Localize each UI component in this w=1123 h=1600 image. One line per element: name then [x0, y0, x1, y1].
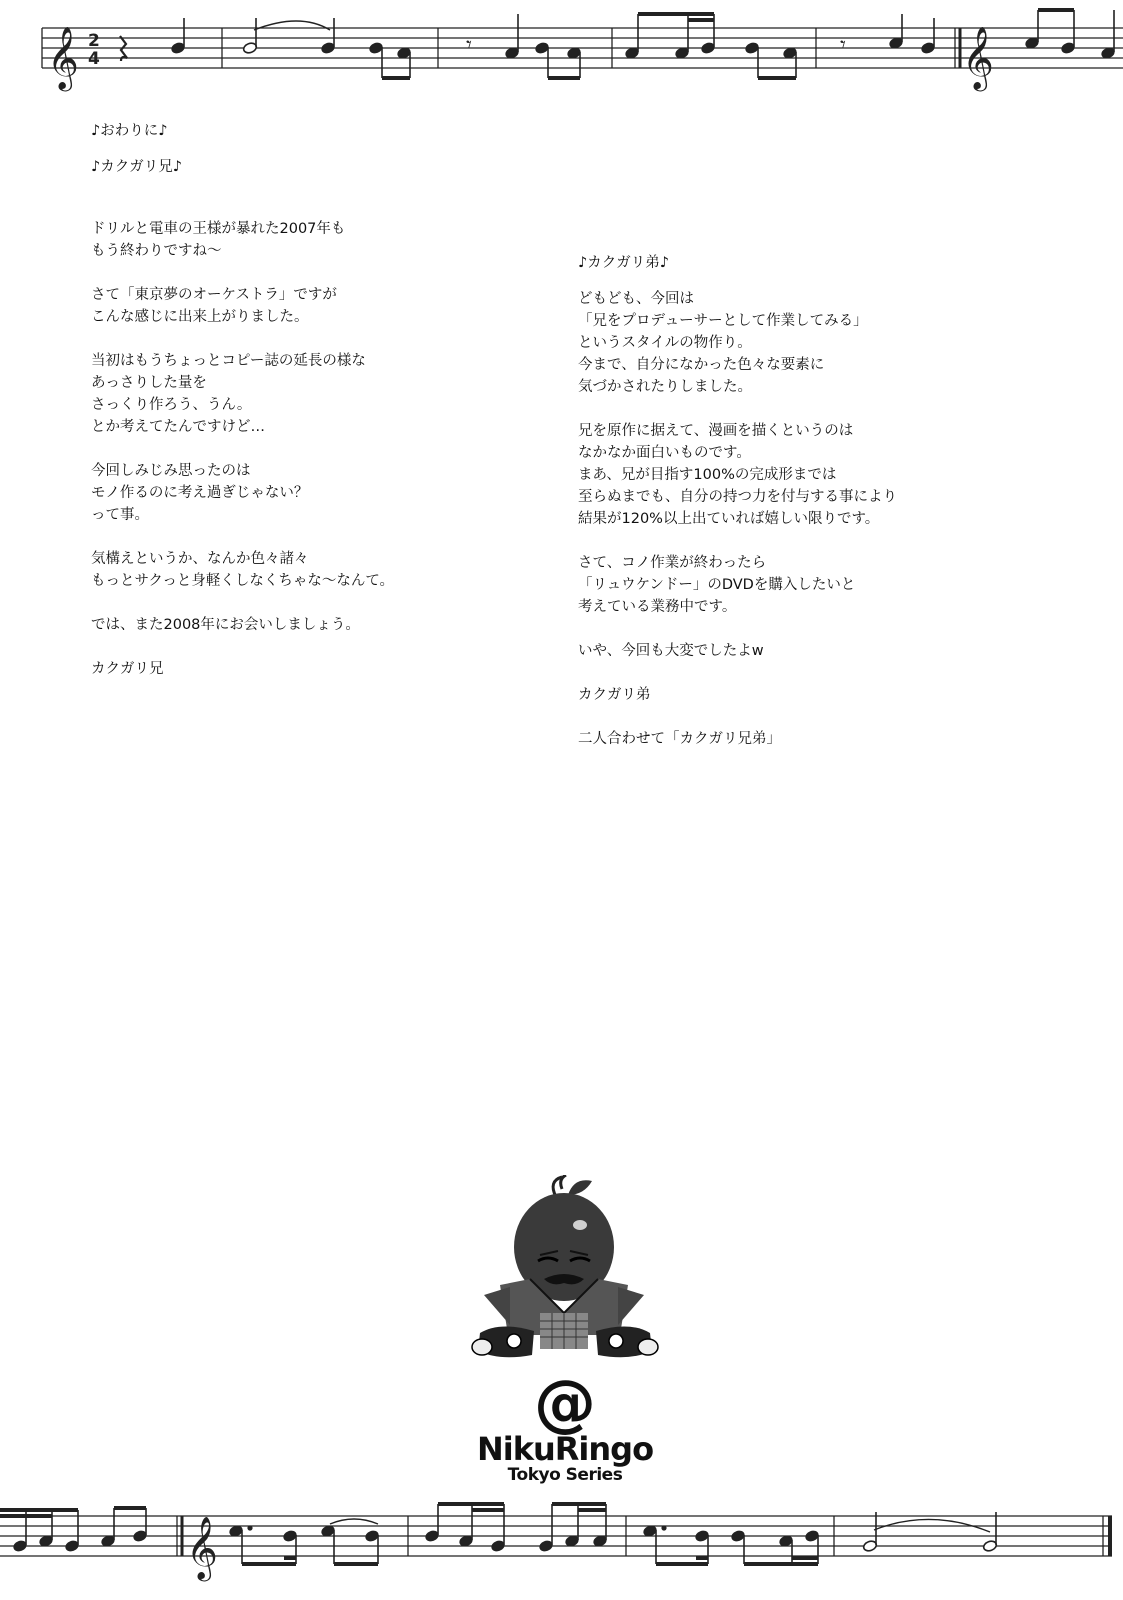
circle-logo	[470, 1175, 660, 1484]
paragraph: 今回しみじみ思ったのは モノ作るのに考え過ぎじゃない？ って事。	[91, 463, 309, 523]
svg-text:4: 4	[88, 49, 100, 69]
paragraph: では、また2008年にお会いしましょう。	[91, 617, 360, 633]
paragraph: 気構えというか、なんか色々諸々 もっとサクっと身軽くしなくちゃな～なんて。	[91, 551, 395, 589]
logo-brand: NikuRingo	[476, 1430, 654, 1468]
afterword-title: ♪おわりに♪	[91, 123, 168, 139]
svg-text:𝄞: 𝄞	[962, 26, 994, 89]
top-music-staff-icon	[0, 0, 1123, 110]
paragraph: さて「東京夢のオーケストラ」ですが こんな感じに出来上がりました。	[91, 287, 337, 325]
signature: カクガリ弟	[578, 687, 651, 703]
svg-text:2: 2	[88, 31, 100, 51]
apple-samurai-mascot-icon	[470, 1175, 660, 1370]
author-heading-younger-brother: ♪カクガリ弟♪	[578, 255, 670, 271]
svg-text:𝄞: 𝄞	[186, 1516, 218, 1579]
signature-combined: 二人合わせて「カクガリ兄弟」	[578, 731, 781, 747]
svg-text:𝄾: 𝄾	[840, 33, 846, 58]
logo-series: Tokyo Series	[507, 1465, 623, 1485]
svg-text:𝄾: 𝄾	[466, 33, 472, 58]
paragraph: ドリルと電車の王様が暴れた2007年も もう終わりですね～	[91, 221, 346, 259]
signature: カクガリ兄	[91, 661, 164, 677]
afterword-left-column	[91, 120, 521, 702]
logo-at-symbol: @	[534, 1366, 596, 1439]
paragraph: どもども、今回は 「兄をプロデューサーとして作業してみる」 というスタイルの物作り。 今まで、自分になかった色々な要素に 気づかされたりしました。	[578, 291, 868, 395]
author-heading-older-brother: ♪カクガリ兄♪	[91, 159, 183, 175]
svg-text:𝄞: 𝄞	[47, 26, 79, 89]
paragraph: 当初はもうちょっとコピー誌の延長の様な あっさりした量を さっくり作ろう、うん。 とか考えてたんですけど…	[91, 353, 366, 435]
afterword-right-column	[578, 252, 1098, 772]
paragraph: 兄を原作に据えて、漫画を描くというのは なかなか面白いものです。 まあ、兄が目指す100%の完成形までは 至らぬまでも、自分の持つ力を付与する事により 結果が120%以上出ていれば嬉しい限りです。	[578, 423, 897, 527]
paragraph: いや、今回も大変でしたよw	[578, 643, 764, 659]
paragraph: さて、コノ作業が終わったら 「リュウケンドー」のDVDを購入したいと 考えている業務中です。	[578, 555, 856, 615]
bottom-music-staff-icon	[0, 1488, 1123, 1600]
